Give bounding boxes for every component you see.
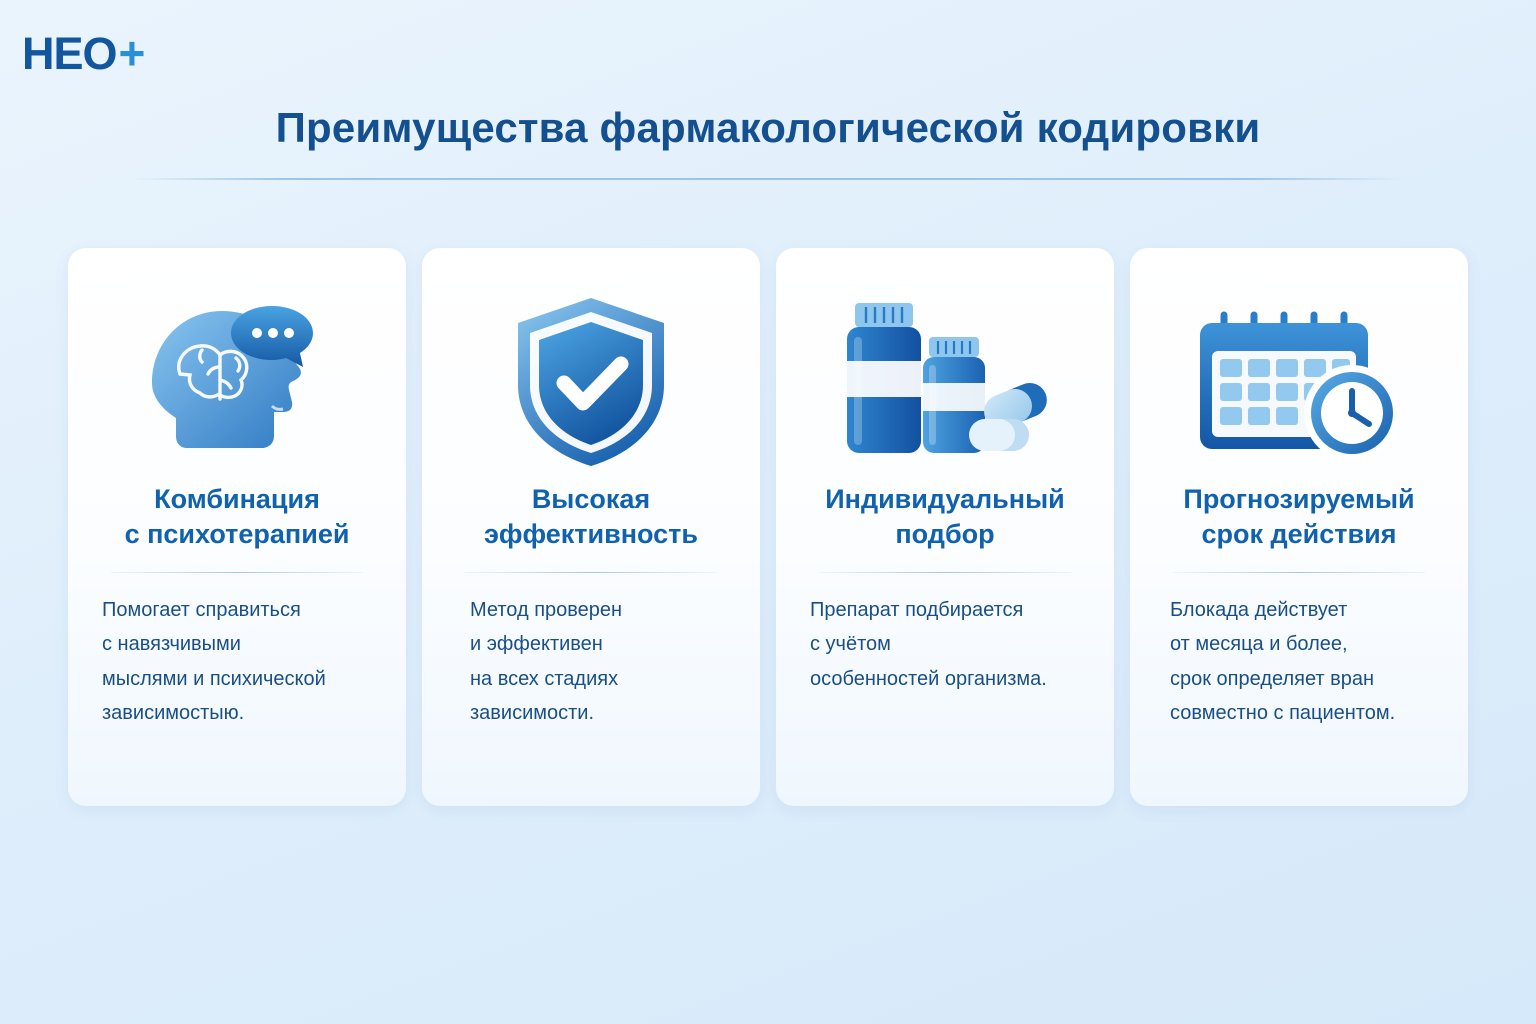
card-divider bbox=[819, 572, 1071, 573]
card-title bbox=[1183, 482, 1414, 556]
card-description-line: на всех стадиях bbox=[470, 667, 619, 690]
brand-logo-plus: + bbox=[118, 27, 146, 79]
card-description-line: срок определяет вран bbox=[1170, 667, 1375, 690]
benefit-card-effectiveness bbox=[422, 248, 760, 806]
card-divider bbox=[1173, 572, 1425, 573]
card-title-line-1: Прогнозируемый bbox=[1183, 484, 1415, 514]
page-title: Преимущества фармакологической кодировки bbox=[275, 104, 1261, 151]
card-title-line-2: подбор bbox=[895, 518, 995, 549]
card-title-line-1: Высокая bbox=[531, 484, 651, 514]
card-title bbox=[825, 482, 1065, 556]
head-brain-speech-bubble-icon bbox=[94, 282, 380, 478]
benefit-card-individual-selection bbox=[776, 248, 1114, 806]
card-divider bbox=[111, 572, 363, 573]
card-title-line-2: с психотерапией bbox=[124, 518, 350, 549]
card-description-line: особенностей организма. bbox=[810, 667, 1047, 690]
card-description-line: зависимостыю. bbox=[102, 702, 245, 725]
brand-logo-text: HEO bbox=[22, 27, 117, 79]
card-description-line: мыслями и психической bbox=[102, 667, 326, 690]
benefit-card-psychotherapy bbox=[68, 248, 406, 806]
card-description bbox=[802, 593, 1088, 696]
page-header bbox=[0, 104, 1536, 180]
card-description-line: с учётом bbox=[810, 633, 891, 656]
card-title bbox=[125, 482, 350, 556]
card-description bbox=[94, 593, 380, 731]
card-description bbox=[448, 593, 734, 731]
brand-logo bbox=[22, 26, 145, 80]
calendar-clock-icon bbox=[1156, 282, 1442, 478]
shield-check-icon bbox=[448, 282, 734, 478]
benefits-card-list bbox=[68, 248, 1468, 806]
card-description-line: совместно с пациентом. bbox=[1170, 702, 1396, 725]
benefit-card-predictable-duration bbox=[1130, 248, 1468, 806]
title-divider bbox=[132, 178, 1404, 180]
card-description-line: зависимости. bbox=[470, 702, 595, 725]
card-description-line: Помогает справиться bbox=[102, 599, 301, 621]
card-description-line: и эффективен bbox=[470, 633, 603, 656]
card-description-line: Блокада действует bbox=[1170, 599, 1348, 621]
card-description-line: Метод проверен bbox=[470, 599, 623, 621]
card-title-line-2: срок действия bbox=[1201, 518, 1397, 549]
pill-bottles-capsules-icon bbox=[802, 282, 1088, 478]
card-description-line: с навязчивыми bbox=[102, 633, 241, 656]
card-divider bbox=[465, 572, 717, 573]
card-description bbox=[1156, 593, 1442, 731]
card-description-line: от месяца и более, bbox=[1170, 633, 1348, 656]
card-title-line-2: эффективность bbox=[483, 518, 699, 549]
card-title-line-1: Индивидуальный bbox=[825, 484, 1065, 514]
card-description-line: Препарат подбирается bbox=[810, 599, 1024, 621]
card-title bbox=[484, 482, 698, 556]
card-title-line-1: Комбинация bbox=[154, 484, 320, 514]
